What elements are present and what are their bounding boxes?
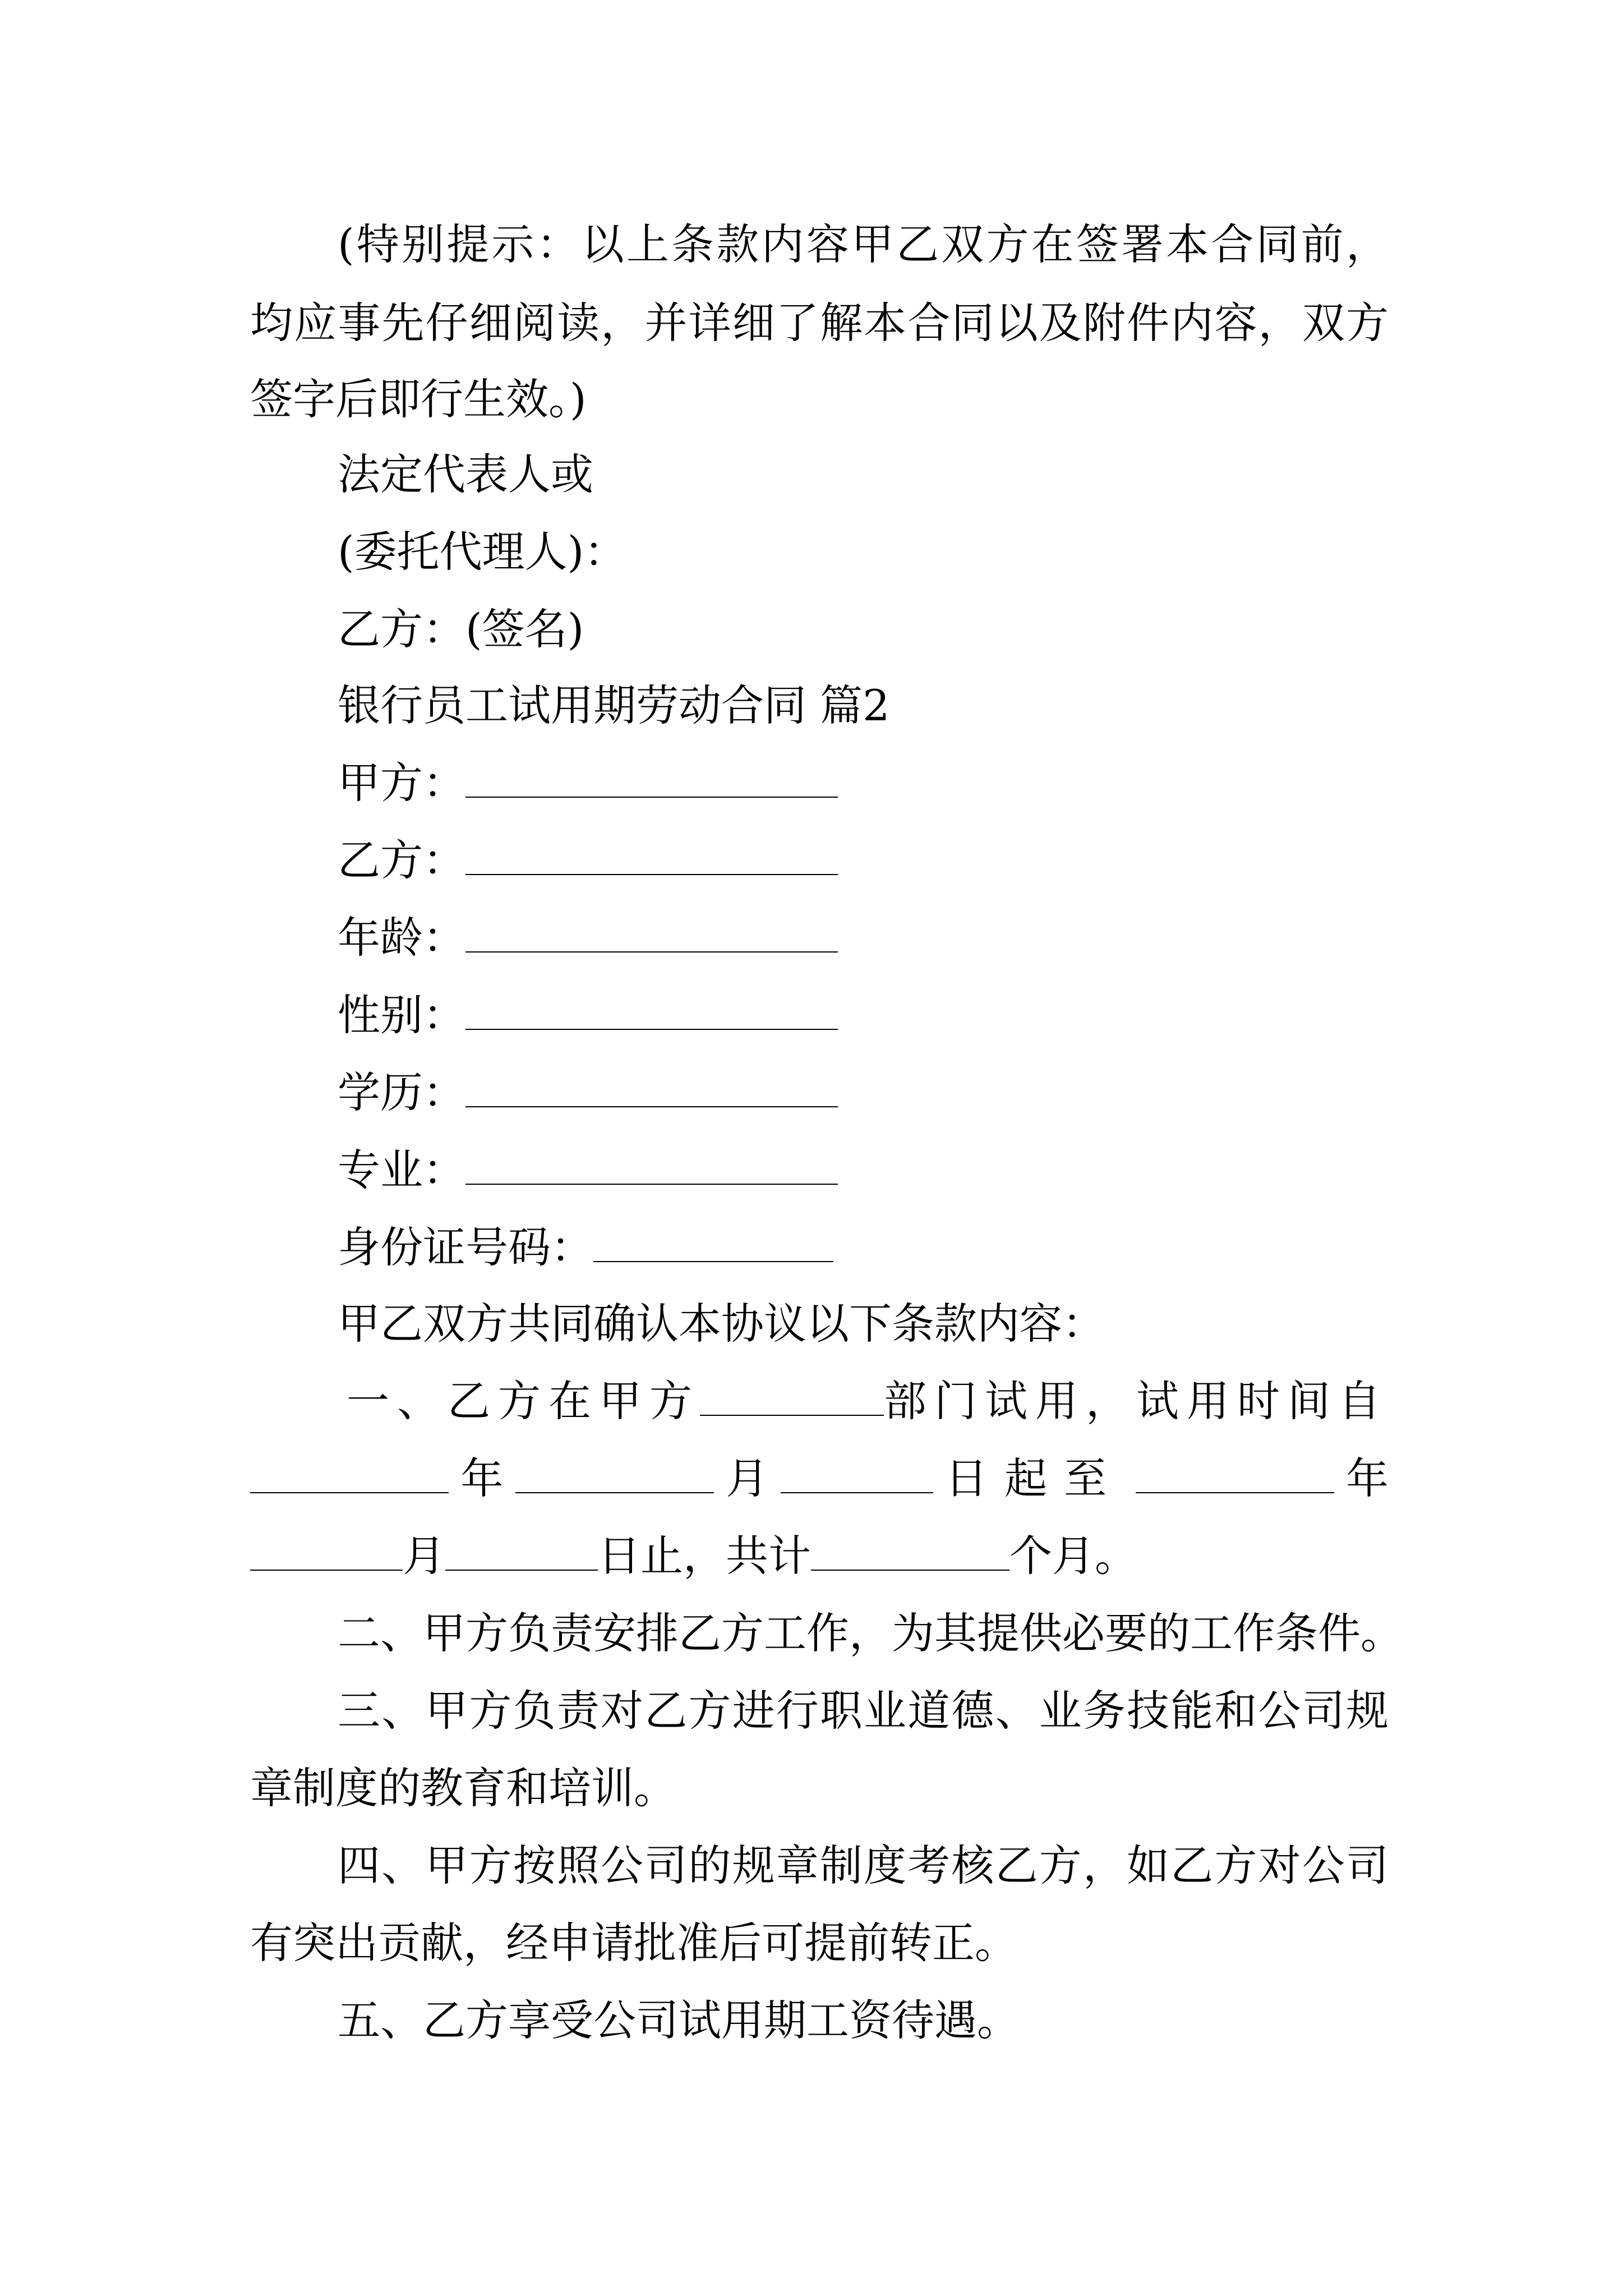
field-id-number-label: 身份证号码： bbox=[338, 1222, 593, 1272]
clause-5: 五、乙方享受公司试用期工资待遇。 bbox=[338, 1995, 1020, 2045]
field-party-a-label: 甲方： bbox=[338, 758, 465, 808]
field-party-a bbox=[338, 757, 1389, 809]
field-id-number bbox=[338, 1222, 1389, 1273]
field-age-label: 年龄： bbox=[338, 913, 465, 963]
end-day-blank bbox=[445, 1534, 598, 1571]
department-blank bbox=[700, 1379, 884, 1416]
clause-3-line-1: 三、甲方负责对乙方进行职业道德、业务技能和公司规 bbox=[338, 1686, 1389, 1736]
clause-3-line-2: 章制度的教育和培训。 bbox=[250, 1763, 676, 1813]
clause-1-text-b: 部门试用，试用时间自 bbox=[884, 1376, 1389, 1426]
start-day-blank bbox=[781, 1456, 933, 1493]
end-month-blank bbox=[250, 1534, 403, 1571]
party-b-blank bbox=[465, 838, 838, 875]
clause-1-text-c: 年 bbox=[460, 1453, 504, 1503]
party-a-blank bbox=[465, 761, 838, 798]
start-year-blank bbox=[250, 1456, 449, 1493]
clause-1-text-a: 一、乙方在甲方 bbox=[347, 1376, 700, 1426]
clause-1-line-3 bbox=[250, 1530, 1389, 1582]
clause-1-text-i: 个月。 bbox=[1009, 1531, 1137, 1581]
confirm-line: 甲乙双方共同确认本协议以下条款内容： bbox=[338, 1299, 1105, 1349]
major-blank bbox=[465, 1148, 838, 1185]
clause-1-text-h: 日止，共计 bbox=[598, 1531, 811, 1581]
id-number-blank bbox=[593, 1225, 833, 1262]
gender-blank bbox=[465, 993, 838, 1030]
total-months-blank bbox=[811, 1534, 1009, 1571]
notice-line-2: 均应事先仔细阅读，并详细了解本合同以及附件内容，双方 bbox=[250, 298, 1389, 348]
field-gender bbox=[338, 990, 1389, 1041]
field-party-b bbox=[338, 835, 1389, 886]
end-year-blank bbox=[1136, 1456, 1334, 1493]
clause-2: 二、甲方负责安排乙方工作，为其提供必要的工作条件。 bbox=[338, 1608, 1403, 1658]
field-major bbox=[338, 1144, 1389, 1196]
legal-representative-label: 法定代表人或 bbox=[338, 449, 593, 499]
party-b-signature-label: 乙方：(签名) bbox=[338, 604, 584, 654]
clause-1-text-g: 月 bbox=[403, 1531, 445, 1581]
clause-4-line-2: 有突出贡献，经申请批准后可提前转正。 bbox=[250, 1918, 1017, 1968]
clause-1-text-f: 年 bbox=[1345, 1453, 1389, 1503]
field-gender-label: 性别： bbox=[338, 990, 465, 1040]
clause-1-text-e: 日起至 bbox=[945, 1453, 1124, 1503]
section-title: 银行员工试用期劳动合同 篇2 bbox=[338, 680, 890, 730]
field-party-b-label: 乙方： bbox=[338, 835, 465, 885]
clause-1-line-1 bbox=[347, 1375, 1389, 1427]
notice-line-1: (特别提示：以上条款内容甲乙双方在签署本合同前， bbox=[338, 219, 1389, 269]
agent-label: (委托代理人)： bbox=[338, 527, 627, 577]
field-major-label: 专业： bbox=[338, 1145, 465, 1195]
field-education-label: 学历： bbox=[338, 1068, 465, 1117]
age-blank bbox=[465, 915, 838, 953]
clause-1-text-d: 月 bbox=[726, 1453, 769, 1503]
clause-1-line-2 bbox=[250, 1453, 1389, 1504]
start-month-blank bbox=[515, 1456, 714, 1493]
education-blank bbox=[465, 1070, 838, 1107]
clause-4-line-1: 四、甲方按照公司的规章制度考核乙方，如乙方对公司 bbox=[338, 1841, 1389, 1890]
field-education bbox=[338, 1067, 1389, 1119]
field-age bbox=[338, 912, 1389, 964]
notice-line-3: 签字后即行生效。) bbox=[250, 374, 587, 424]
